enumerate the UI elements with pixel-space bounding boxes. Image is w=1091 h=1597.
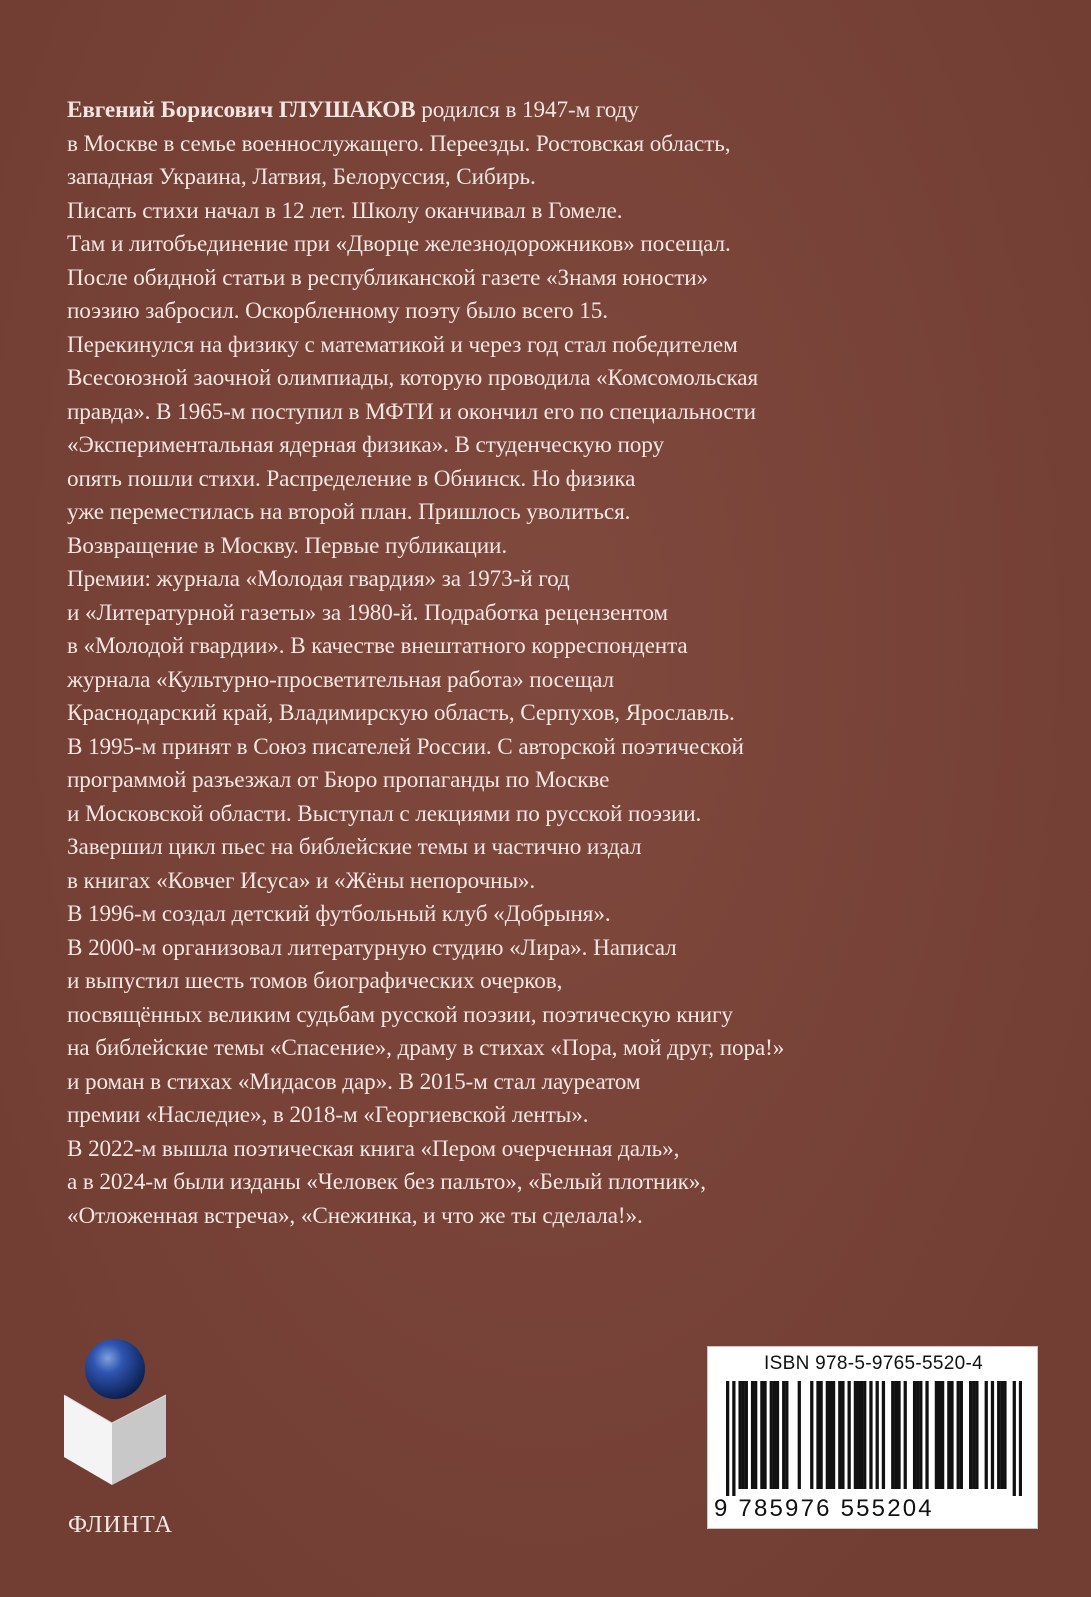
bio-line: В 1996-м создал детский футбольный клуб «Добрыня». xyxy=(67,901,611,927)
bio-line: западная Украина, Латвия, Белоруссия, Сибирь. xyxy=(67,164,536,190)
bio-line: в книгах «Ковчег Исуса» и «Жёны непорочны». xyxy=(67,867,536,894)
bio-line: Всесоюзной заочной олимпиады, которую проводила «Комсомольская xyxy=(67,365,759,391)
publisher-name: ФЛИНТА xyxy=(68,1512,173,1538)
bio-line: посвящённых великим судьбам русской поэзии, поэтическую книгу xyxy=(67,1001,733,1028)
bio-line: в Москве в семье военнослужащего. Переезды. Ростовская область, xyxy=(67,130,731,157)
bio-line: в «Молодой гвардии». В качестве внештатного корреспондента xyxy=(67,633,688,659)
bio-lines xyxy=(67,128,1027,1234)
bio-line: и выпустил шесть томов биографических очерков, xyxy=(67,968,563,994)
cube-sphere-logo-icon xyxy=(60,1335,170,1495)
bio-line: «Экспериментальная ядерная физика». В студенческую пору xyxy=(67,432,664,458)
bio-line: В 1995-м принят в Союз писателей России. С авторской поэтической xyxy=(67,733,744,760)
bio-line: уже переместилась на второй план. Пришлось уволиться. xyxy=(67,499,631,525)
isbn-barcode xyxy=(707,1346,1038,1529)
bio-line: на библейские темы «Спасение», драму в стихах «Пора, мой друг, пора!» xyxy=(67,1035,785,1061)
bio-line: и «Литературной газеты» за 1980-й. Подработка рецензентом xyxy=(67,599,668,626)
bio-line: Там и литобъединение при «Дворце железнодорожников» посещал. xyxy=(67,231,731,257)
bio-line: премии «Наследие», в 2018-м «Георгиевской ленты». xyxy=(67,1102,589,1128)
bio-line: Краснодарский край, Владимирскую область, Серпухов, Ярославль. xyxy=(67,700,735,726)
bio-line: Премии: журнала «Молодая гвардия» за 1973-й год xyxy=(67,566,570,592)
barcode-digits: 9 785976 555204 xyxy=(714,1495,934,1522)
bio-line: поэзию забросил. Оскорбленному поэту было всего 15. xyxy=(67,298,608,324)
bio-first-line xyxy=(67,94,1027,128)
bio-line: В 2022-м вышла поэтическая книга «Пером очерченная даль», xyxy=(67,1135,680,1162)
bio-line: программой разъезжал от Бюро пропаганды по Москве xyxy=(67,767,610,793)
bio-line: В 2000-м организовал литературную студию «Лира». Написал xyxy=(67,934,677,961)
bio-line: Перекинулся на физику с математикой и через год стал победителем xyxy=(67,331,738,358)
bio-line: Писать стихи начал в 12 лет. Школу оканчивал в Гомеле. xyxy=(67,197,623,224)
author-biography xyxy=(67,94,1027,1233)
bio-line: журнала «Культурно-просветительная работа» посещал xyxy=(67,666,614,693)
bio-line: правда». В 1965-м поступил в МФТИ и окончил его по специальности xyxy=(67,398,756,425)
bio-line: После обидной статьи в республиканской газете «Знамя юности» xyxy=(67,264,709,291)
bio-line: и Московской области. Выступал с лекциями по русской поэзии. xyxy=(67,800,702,827)
author-name: Евгений Борисович ГЛУШАКОВ xyxy=(67,97,416,123)
isbn-label: ISBN 978-5-9765-5520-4 xyxy=(764,1353,983,1374)
barcode-bars xyxy=(726,1381,1022,1496)
bio-line: опять пошли стихи. Распределение в Обнинск. Но физика xyxy=(67,465,636,492)
bio-line: и роман в стихах «Мидасов дар». В 2015-м стал лауреатом xyxy=(67,1068,641,1095)
bio-line: Возвращение в Москву. Первые публикации. xyxy=(67,532,508,559)
bio-line: Завершил цикл пьес на библейские темы и частично издал xyxy=(67,834,642,860)
bio-line: «Отложенная встреча», «Снежинка, и что же ты сделала!». xyxy=(67,1202,643,1229)
bio-line: а в 2024-м были изданы «Человек без пальто», «Белый плотник», xyxy=(67,1169,706,1195)
bio-first-line-rest: родился в 1947-м году xyxy=(415,97,639,123)
